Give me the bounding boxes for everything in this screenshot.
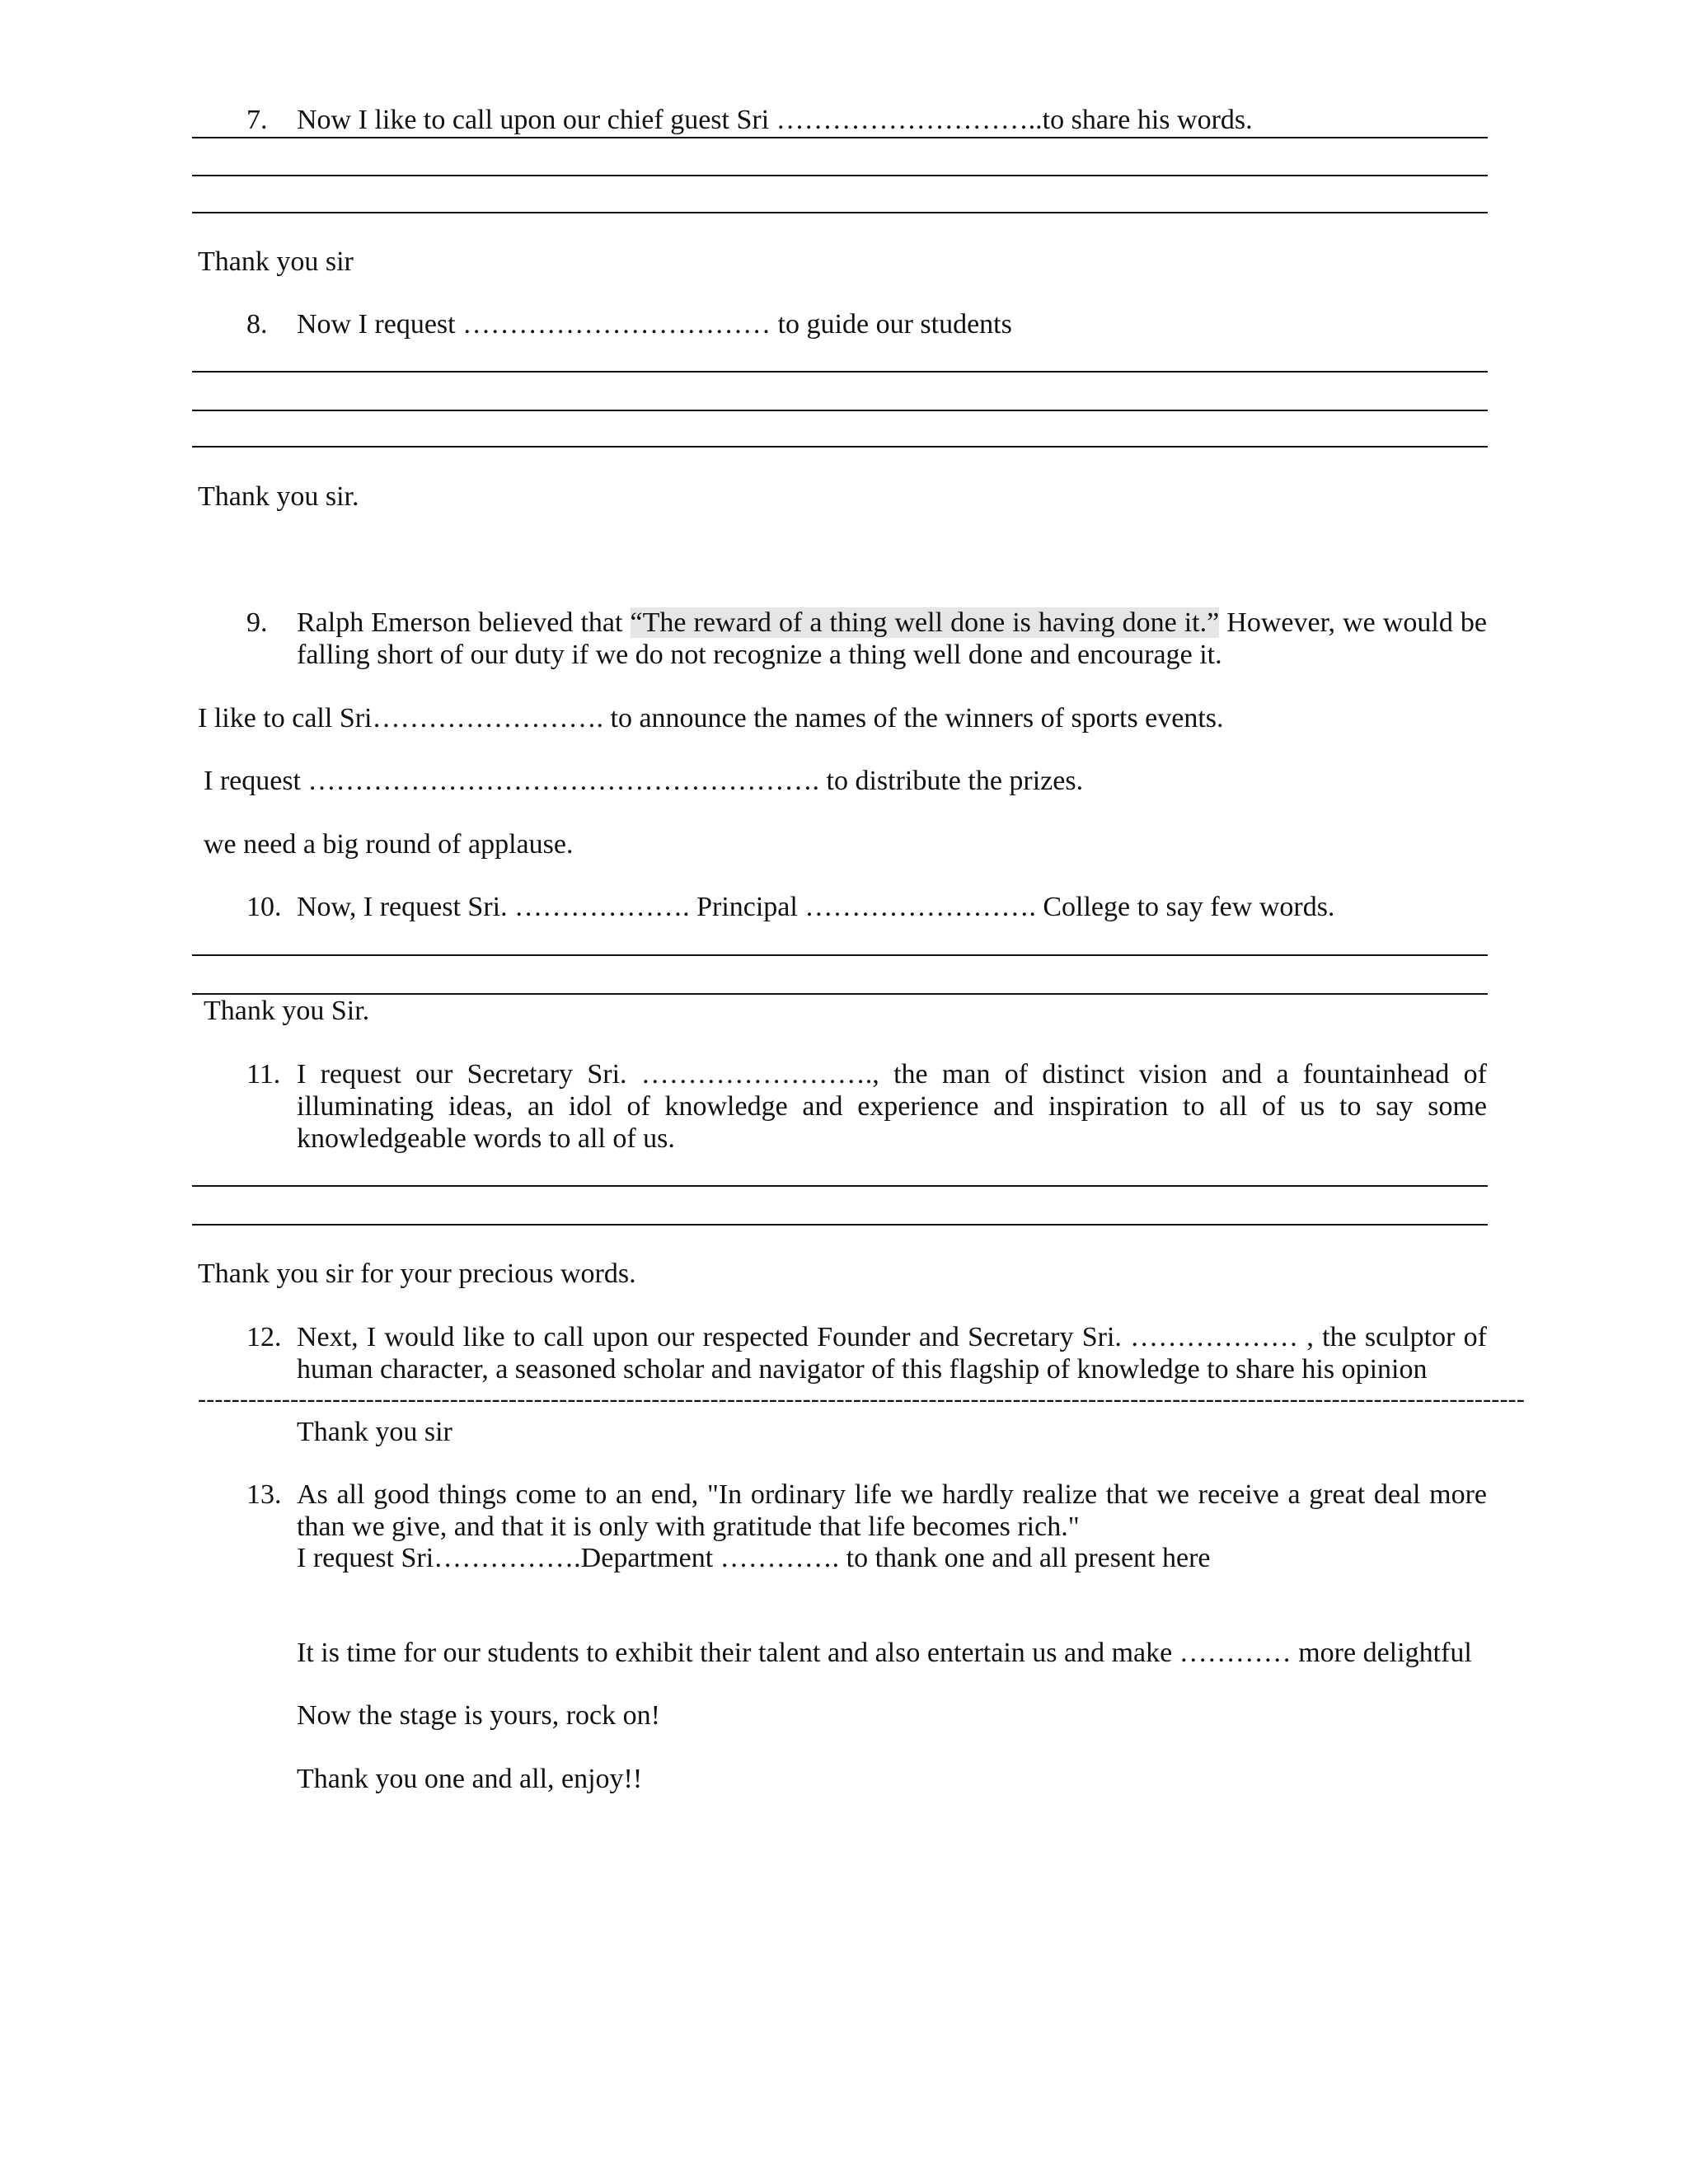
item-13-stage-line: Now the stage is yours, rock on! [297,1700,660,1731]
blank-line [192,410,1488,411]
blank-line [192,175,1488,176]
blank-line [192,137,1488,138]
item-11-text: I request our Secretary Sri. ……………………., the man of distinct vision and a fountainhead of illuminating ideas, an idol of knowledge and experience and inspiration to all of us to say some knowledgeable words to all of us. [297,1059,1487,1154]
item-13-quote: As all good things come to an end, "In ordinary life we hardly realize that we receive a great deal more than we give, and that it is only with gratitude that life becomes rich." [297,1479,1487,1542]
item-9-paragraph [297,607,1487,671]
item-13-enjoy-line: Thank you one and all, enjoy!! [297,1764,643,1794]
blank-line [192,954,1488,956]
item-7-thanks: Thank you sir [198,246,354,277]
item-9-applause-line: we need a big round of applause. [204,829,574,860]
item-13-talent-line: It is time for our students to exhibit their talent and also entertain us and make ………… more delightful [297,1638,1472,1668]
item-10-text: Now, I request Sri. ………………. Principal ……………………. College to say few words. [297,892,1335,922]
item-8-number: 8. [246,309,268,340]
blank-line [192,1185,1488,1187]
item-9-quote: “The reward of a thing well done is having done it.” [630,607,1220,638]
item-10-thanks: Thank you Sir. [204,996,370,1026]
item-8-thanks: Thank you sir. [198,481,359,512]
item-12-thanks: Thank you sir [297,1417,452,1447]
item-11-thanks: Thank you sir for your precious words. [198,1258,636,1289]
item-10-number: 10. [246,892,282,922]
item-8-text: Now I request …………………………… to guide our students [297,309,1012,340]
blank-line [192,993,1488,995]
blank-line [192,446,1488,448]
item-13-request-line: I request Sri…………….Department …………. to thank one and all present here [297,1543,1211,1573]
blank-line [192,212,1488,213]
dashed-separator: -------------------------------------------------------------------------------------------------------------------------------------------------------------- [198,1385,1526,1413]
item-12-number: 12. [246,1322,282,1352]
item-11-number: 11. [246,1059,281,1090]
item-9-text-after: However, we would be falling short of our duty if we do not recognize a thing well done and encourage it. [297,607,1487,670]
item-7-text: Now I like to call upon our chief guest Sri ………………………..to share his words. [297,105,1253,135]
item-12-text: Next, I would like to call upon our respected Founder and Secretary Sri. ……………… , the sculptor of human character, a seasoned scholar and navigator of this flagship of knowledge to share his opinion [297,1322,1487,1385]
blank-line [192,1224,1488,1226]
item-13-number: 13. [246,1479,282,1510]
item-9-text-before: Ralph Emerson believed that [297,607,631,638]
item-7-number: 7. [246,105,268,135]
item-9-winners-line: I like to call Sri……………………. to announce the names of the winners of sports events. [198,703,1224,733]
item-9-number: 9. [246,607,268,638]
item-9-prizes-line: I request ………………………………………………. to distribute the prizes. [204,766,1084,796]
blank-line [192,371,1488,373]
